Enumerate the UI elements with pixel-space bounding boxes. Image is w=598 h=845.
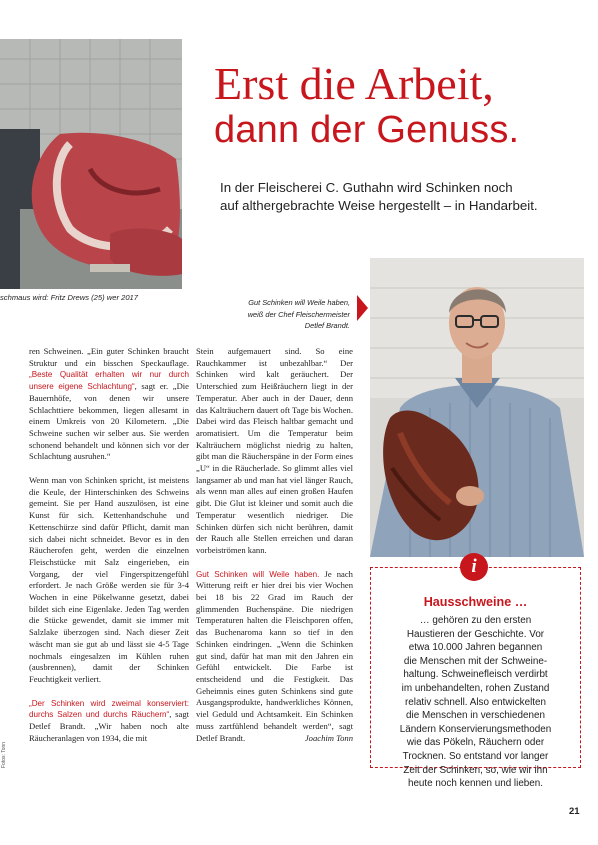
paragraph-text: , sagt Detlef Brandt. „Wir haben noch alte Räucheranlagen von 1934, die mit: [29, 709, 190, 743]
photo-credit: [1, 728, 11, 768]
caption-right-line-1: Gut Schinken will Weile haben,: [248, 298, 350, 307]
caption-arrow-icon: [357, 295, 368, 321]
info-line: die Menschen in verschiedenen: [406, 710, 545, 722]
column-2-paragraph-1: Stein aufgemauert sind. So eine Rauchkammer ist unbezahlbar.“ Der Schinken wird kalt geräuchert. Der Unterschied zum Heißräuchern liegt in der Temperatur. Aber auch in der Dauer, denn das Kalträuchern dauert oft Tage bis Wochen. Dabei wird das Fleisch haltbar gemacht und aromatisiert. Um die Temperatur beim Kalträuchern möglichst niedrig zu halten, gibt man die Räucherspäne in der Form eines „U“ in die Räucherlade. So glimmt alles viel langsamer ab und man hat viel länger Rauch, als wenn man alles auf einen großen Haufen gibt. Die Glut ist kleiner und somit auch die Temperatur wesentlich niedriger. Die Schinken dürfen sich nicht berühren, damit der Rauch alle Stellen erreichen und daran vorbeiströmen kann.: [196, 346, 353, 555]
caption-right-line-2: weiß der Chef Fleischermeister: [247, 309, 350, 319]
info-line: Trocknen. So entstand vor langer: [402, 750, 549, 762]
info-line: Haustieren der Geschichte. Vor: [406, 628, 545, 640]
info-line: relativ schnell. Also entwickelten: [404, 696, 547, 708]
info-line: … gehören zu den ersten: [419, 615, 532, 626]
column-1-paragraph-2: Wenn man von Schinken spricht, ist meistens die Keule, der Hinterschinken des Schweins gemeint. Sie per Hand auszulösen, ist eine Kunst für sich. Kettenhandschuhe und Kettenschürze sind dafür Pflicht, damit man sich dabei nicht schneidet. Bevor es in den Räucherofen geht, werden die einzelnen Fleischstücke mit Salz eingerieben, ein Vorgang, der viel Fingerspitzengefühl erfordert. Je nach Größe werden sie für 3-4 Wochen in eine Pökelwanne gesetzt, dabei bildet sich eine Eigenlake. Jeden Tag werden die Stücke gewendet, damit sie immer mit Salzlake überzogen sind. Nach dieser Zeit wäscht man sie gut ab und lässt sie 4-5 Tage nochmals eingesalzen im Kühlen ruhen (ausbrennen), damit der Schinken Feuchtigkeit verliert.: [29, 475, 189, 684]
photo-credit-text: Fotos: Tonn: [1, 741, 7, 768]
headline-line-2: dann der Genuss.: [214, 109, 520, 151]
info-line: heute noch kennen und lieben.: [407, 778, 544, 790]
portrait-photo: [370, 258, 584, 557]
info-line: etwa 10.000 Jahren begannen: [408, 642, 543, 654]
highlight-quote: „Der Schinken wird zweimal konserviert: durchs Salzen und durchs Räuchern“: [29, 698, 189, 720]
lede-line-1: In der Fleischerei C. Guthahn wird Schinken noch: [220, 180, 513, 195]
column-2-paragraph-2: [196, 569, 353, 745]
paragraph-text: , sagt er. „Die Bauernhöfe, von denen wir unsere Schlachttiere bekommen, liegen allesamt in einem Umkreis von 20 Kilometern. „Die Schweine suchen wir selber aus. Sie werden schonend behandelt und können sich vor der Schlachtung ausruhen.“: [29, 381, 189, 462]
highlight-quote: „Beste Qualität erhalten wir nur durch unsere eigene Schlachtung“: [29, 370, 189, 392]
caption-right-line-3: Detlef Brandt.: [304, 321, 350, 331]
highlight-subheading: Gut Schinken will Weile haben.: [196, 569, 320, 579]
article-lede: [220, 179, 585, 215]
info-line: Ländern Konservierungsmethoden: [399, 723, 552, 735]
column-1-paragraph-3: [29, 698, 189, 745]
paragraph-text: Je nach Witterung reift er hier drei bis vier Wochen bei 18 bis 22 Grad im Rauch der glimmenden Buchenspäne. Die niedrigen Temperaturen halten die Fleischporen offen, das Buchenaroma kann so tief in den Schinken eindringen. „Wenn die Schinken gut sind, dafür hat man mit den Jahren ein Gefühl entwickelt. Die Farbe ist entscheidend und die Festigkeit. Das Geheimnis eines guten Schinkens sind gute Ausgangsprodukte, handwerkliches Können, viel Geduld und Achtsamkeit. Ein Schinken muss zartfühlend behandelt werden“, sagt Detlef Brandt.: [196, 568, 353, 743]
author-name: Joachim Tonn: [304, 732, 353, 743]
info-line: die Menschen mit der Schweine-: [403, 655, 548, 667]
info-box-title: Hausschweine …: [423, 595, 528, 609]
headline-line-1: Erst die Arbeit,: [214, 58, 494, 109]
column-1-paragraph-1: [29, 346, 189, 463]
info-box-text: [375, 614, 576, 791]
article-headline: [214, 60, 584, 153]
info-icon: i: [460, 553, 488, 581]
page-number: 21: [569, 806, 580, 817]
info-line: wie das Pökeln, Räuchern oder: [406, 737, 545, 749]
lede-line-2: auf althergebrachte Weise hergestellt – in Handarbeit.: [220, 198, 538, 213]
photo-caption-right: [206, 297, 350, 332]
info-line: im unbehandelten, rohen Zustand: [401, 682, 550, 694]
butcher-photo: [0, 39, 182, 289]
info-line: Zeit der Schinken, so, wie wir ihn: [403, 764, 548, 776]
article-column-1: [29, 346, 189, 745]
article-column-2: [196, 346, 353, 744]
photo-caption-left: schmaus wird: Fritz Drews (25) wer 2017: [0, 293, 138, 302]
info-line: haltung. Schweinefleisch verdirbt: [403, 669, 548, 681]
paragraph-text: ren Schweinen. „Ein guter Schinken braucht Struktur und ein bisschen Speckauflage.: [29, 346, 189, 368]
